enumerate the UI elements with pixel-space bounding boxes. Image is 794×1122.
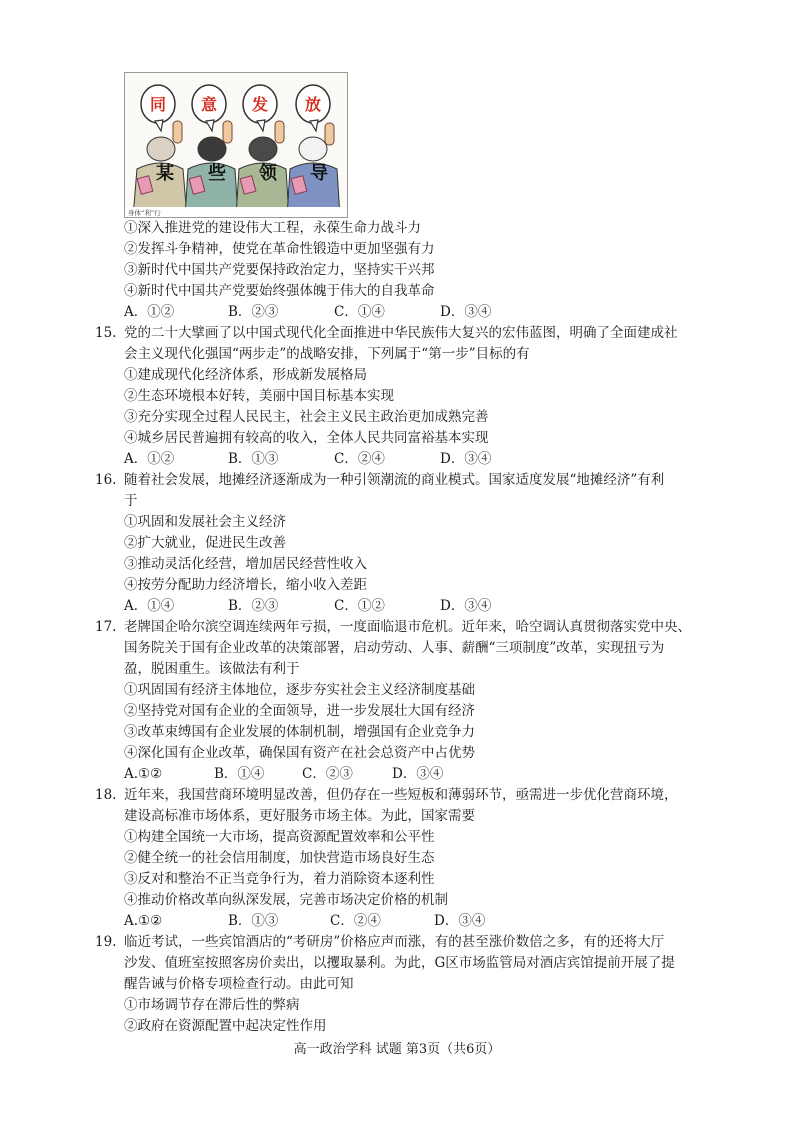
q16-option-a: A．①④: [124, 598, 175, 614]
q17-option-c: C．②③: [302, 766, 353, 782]
q16-number: 16.: [95, 472, 117, 488]
q16-option-d: D．③④: [440, 598, 492, 614]
q17-stem-line-3: 盈，脱困重生。该做法有利于: [124, 661, 300, 677]
q19-stem-line-3: 醒告诫与价格专项检查行动。由此可知: [124, 976, 354, 992]
q19-number: 19.: [95, 934, 117, 950]
q17-option-d: D．③④: [392, 766, 444, 782]
bubble-char-1: 同: [149, 95, 167, 114]
cartoon-drawing: [125, 73, 347, 217]
q15-item-4: ④城乡居民普遍拥有较高的收入，全体人民共同富裕基本实现: [124, 430, 489, 446]
q18-stem-line-2: 建设高标准市场体系，更好服务市场主体。为此，国家需要: [124, 808, 475, 824]
q18-item-1: ①构建全国统一大市场，提高资源配置效率和公平性: [124, 829, 435, 845]
q17-number: 17.: [95, 619, 117, 635]
q18-item-4: ④推动价格改革向纵深发展，完善市场决定价格的机制: [124, 892, 448, 908]
q17-option-a: A.①②: [124, 766, 163, 782]
q16-stem-line-1: 随着社会发展，地摊经济逐渐成为一种引领潮流的商业模式。国家适度发展“地摊经济”有利: [124, 472, 665, 488]
q19-item-1: ①市场调节存在滞后性的弊病: [124, 997, 300, 1013]
q17-item-4: ④深化国有企业改革，确保国有资产在社会总资产中占优势: [124, 745, 475, 761]
q17-option-b: B．①④: [214, 766, 265, 782]
q19-stem-line-2: 沙发、值班室按照客房价卖出，以攫取暴利。为此，G区市场监管局对酒店宾馆提前开展了提: [124, 955, 675, 971]
q15-stem-line-1: 党的二十大擘画了以中国式现代化全面推进中华民族伟大复兴的宏伟蓝图，明确了全面建成社: [124, 325, 678, 341]
banner-char-1: 某: [156, 163, 174, 184]
q17-stem-line-2: 国务院关于国有企业改革的决策部署，启动劳动、人事、薪酬“三项制度”改革，实现扭亏为: [124, 640, 665, 656]
q16-item-4: ④按劳分配助力经济增长，缩小收入差距: [124, 577, 367, 593]
q17-item-2: ②坚持党对国有企业的全面领导，进一步发展壮大国有经济: [124, 703, 475, 719]
q14-option-d: D．③④: [440, 304, 492, 320]
banner-char-4: 导: [310, 163, 328, 184]
q19-item-2: ②政府在资源配置中起决定性作用: [124, 1018, 327, 1034]
q19-stem-line-1: 临近考试，一些宾馆酒店的“考研房”价格应声而涨，有的甚至涨价数倍之多，有的还将大厅: [124, 934, 665, 950]
cartoon-caption: 身体“利”行: [128, 209, 161, 217]
q16-item-3: ③推动灵活化经营，增加居民经营性收入: [124, 556, 367, 572]
q16-option-b: B．②③: [228, 598, 279, 614]
q18-option-d: D．③④: [434, 913, 486, 929]
banner-char-3: 领: [259, 163, 277, 184]
q14-item-1: ①深入推进党的建设伟大工程，永葆生命力战斗力: [124, 220, 421, 236]
q15-option-c: C．②④: [334, 451, 385, 467]
q18-stem-line-1: 近年来，我国营商环境明显改善，但仍存在一些短板和薄弱环节，亟需进一步优化营商环境，: [124, 787, 678, 803]
q14-item-2: ②发挥斗争精神，使党在革命性锻造中更加坚强有力: [124, 241, 435, 257]
q15-item-1: ①建成现代化经济体系，形成新发展格局: [124, 367, 367, 383]
q18-number: 18.: [95, 787, 117, 803]
q17-item-1: ①巩固国有经济主体地位，逐步夯实社会主义经济制度基础: [124, 682, 475, 698]
cartoon-illustration: [124, 72, 348, 218]
banner-char-2: 些: [208, 163, 226, 184]
q14-item-3: ③新时代中国共产党要保持政治定力，坚持实干兴邦: [124, 262, 435, 278]
q16-stem-line-2: 于: [124, 493, 138, 509]
q15-option-d: D．③④: [440, 451, 492, 467]
q18-item-2: ②健全统一的社会信用制度，加快营造市场良好生态: [124, 850, 435, 866]
q16-option-c: C．①②: [334, 598, 385, 614]
q15-item-3: ③充分实现全过程人民民主，社会主义民主政治更加成熟完善: [124, 409, 489, 425]
q18-option-a: A.①②: [124, 913, 163, 929]
q14-option-b: B．②③: [228, 304, 279, 320]
q15-option-b: B．①③: [228, 451, 279, 467]
q18-option-b: B．①③: [228, 913, 279, 929]
q15-option-a: A．①②: [124, 451, 175, 467]
q14-option-a: A．①②: [124, 304, 175, 320]
bubble-char-4: 放: [304, 95, 322, 114]
q17-item-3: ③改革束缚国有企业发展的体制机制，增强国有企业竞争力: [124, 724, 475, 740]
bubble-char-2: 意: [200, 95, 218, 114]
q17-stem-line-1: 老牌国企哈尔滨空调连续两年亏损，一度面临退市危机。近年来，哈空调认真贯彻落实党中央、: [124, 619, 691, 635]
q15-number: 15.: [95, 325, 117, 341]
bubble-char-3: 发: [251, 95, 269, 114]
q15-item-2: ②生态环境根本好转，美丽中国目标基本实现: [124, 388, 394, 404]
q16-item-2: ②扩大就业，促进民生改善: [124, 535, 286, 551]
q16-item-1: ①巩固和发展社会主义经济: [124, 514, 286, 530]
q18-option-c: C．②④: [330, 913, 381, 929]
page-footer: 高一政治学科 试题 第3页（共6页）: [293, 1042, 501, 1057]
q18-item-3: ③反对和整治不正当竞争行为，着力消除资本逐利性: [124, 871, 435, 887]
q14-option-c: C．①④: [334, 304, 385, 320]
q14-item-4: ④新时代中国共产党要始终强体魄于伟大的自我革命: [124, 283, 435, 299]
q15-stem-line-2: 会主义现代化强国“两步走”的战略安排，下列属于“第一步”目标的有: [124, 346, 530, 362]
